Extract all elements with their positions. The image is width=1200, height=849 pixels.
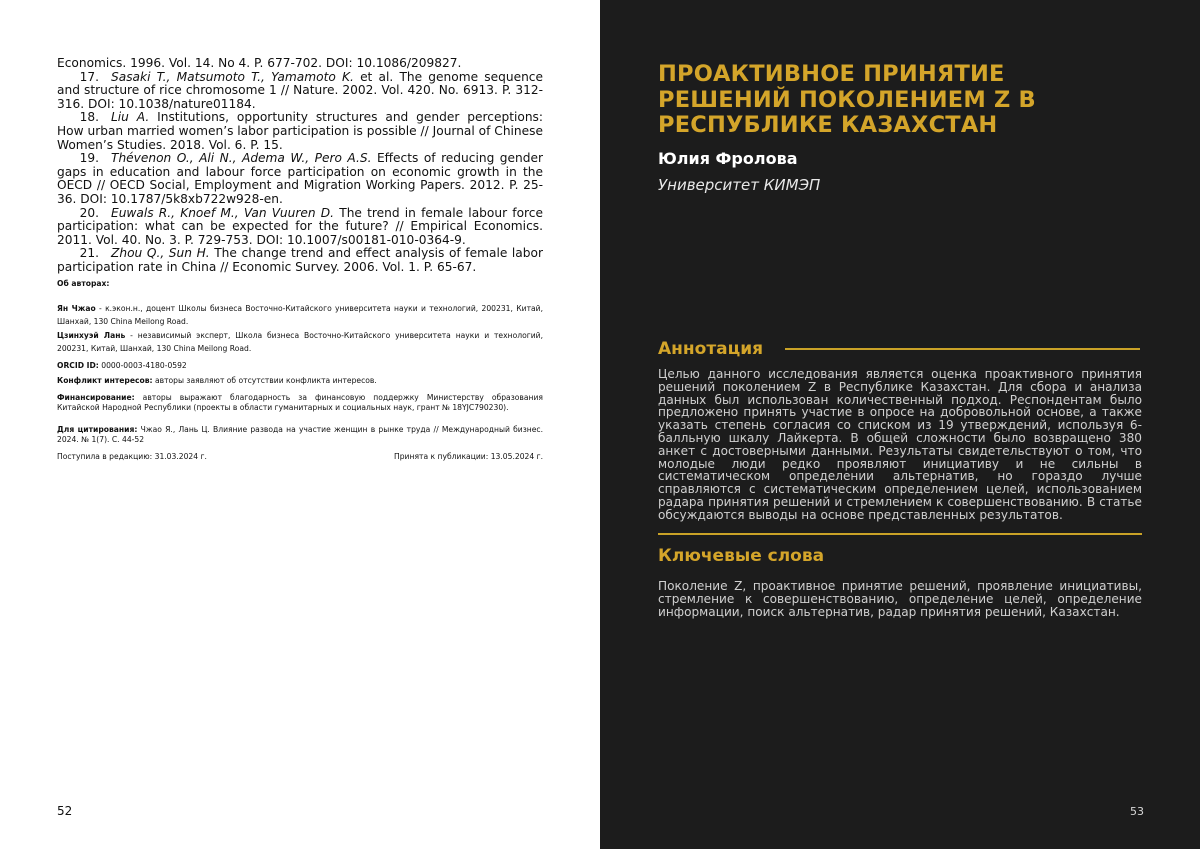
- reference-authors: Sasaki T., Matsumoto T., Yamamoto K.: [111, 69, 354, 84]
- reference-authors: Liu A.: [111, 110, 150, 125]
- reference-number: 20.: [79, 205, 99, 220]
- conflict-info: [57, 374, 543, 387]
- reference-text: The change trend and effect analysis of female labor participation rate in China // Economic Survey. 2006. Vol. 1. P. 65-67.: [57, 246, 543, 274]
- annotation-bottom-divider: [658, 533, 1142, 535]
- reference-item: [57, 207, 543, 248]
- author1-desc: - к.экон.н., доцент Школы бизнеса Восточно-Китайского университета науки и технологий, 200231, Китай, Шанхай, 130 China Meilong Road.: [57, 304, 543, 327]
- about-authors-heading: Об авторах:: [57, 279, 110, 288]
- orcid-value: 0000-0003-4180-0592: [98, 361, 187, 370]
- citation-value: Чжао Я., Лань Ц. Влияние развода на участие женщин в рынке труда // Международный бизнес. 2024. № 1(7). С. 44-52: [57, 425, 543, 444]
- annotation-text: Целью данного исследования является оценка проактивного принятия решений поколением Z в Республике Казахстан. Для сбора и анализа данных был использован количественный подход. Респондентам было предложено принять участие в опросе на добровольной основе, а также указать степень согласия со списком из 19 утверждений, используя 6-балльную шкалу Лайкерта. В общей сложности было возвращено 380 анкет с достоверными данными. Результаты свидетельствуют о том, что молодые люди редко проявляют инициативу и не сильны в систематическом определении альтернатив, но гораздо лучше справляются с систематическим определением целей, использованием радара принятия решений и стремлением к совершенствованию. В статье обсуждаются выводы на основе представленных результатов.: [658, 367, 1142, 522]
- citation-info: [57, 425, 543, 444]
- annotation-heading: Аннотация: [658, 339, 764, 359]
- annotation-divider: [785, 348, 1140, 350]
- article-title: ПРОАКТИВНОЕ ПРИНЯТИЕ РЕШЕНИЙ ПОКОЛЕНИЕМ Z В РЕСПУБЛИКЕ КАЗАХСТАН: [658, 61, 1036, 138]
- reference-item: [57, 71, 543, 112]
- reference-text: Economics. 1996. Vol. 14. No 4. P. 677-702. DOI: 10.1086/209827.: [57, 56, 462, 70]
- orcid-label: ORCID ID:: [57, 361, 99, 370]
- reference-number: 21.: [79, 246, 99, 261]
- author1-name: Ян Чжао: [57, 304, 96, 313]
- article-affiliation: Университет КИМЭП: [658, 176, 821, 194]
- conflict-label: Конфликт интересов:: [57, 376, 153, 385]
- funding-label: Финансирование:: [57, 393, 135, 402]
- page-number-left: 52: [57, 804, 73, 818]
- author2-name: Цзинхуэй Лань: [57, 331, 126, 340]
- reference-item: [57, 57, 543, 71]
- reference-number: 19.: [79, 151, 99, 166]
- conflict-value: авторы заявляют об отсутствии конфликта интересов.: [152, 376, 377, 385]
- orcid-info: [57, 359, 543, 372]
- funding-value: авторы выражают благодарность за финансовую поддержку Министерству образования Китайской Народной Республики (проекты в области гуманитарных и социальных наук, грант № 18YJC790230).: [57, 393, 543, 412]
- author2-desc: - независимый эксперт, Школа бизнеса Восточно-Китайского университета науки и технологий, 200231, Китай, Шанхай, 130 China Meilong Road.: [57, 331, 543, 354]
- author1-info: [57, 302, 543, 329]
- author2-info: [57, 329, 543, 356]
- reference-number: 17.: [79, 69, 99, 84]
- reference-item: [57, 111, 543, 152]
- keywords-heading: Ключевые слова: [658, 546, 825, 566]
- right-page: [600, 0, 1200, 849]
- article-author: Юлия Фролова: [658, 149, 798, 168]
- dates-row: [57, 450, 543, 463]
- reference-text: et al. The genome sequence and structure of rice chromosome 1 // Nature. 2002. Vol. 420. No. 6913. P. 312-316. DOI: 10.1038/nature01184.: [57, 69, 544, 111]
- reference-number: 18.: [79, 110, 99, 125]
- reference-authors: Thévenon O., Ali N., Adema W., Pero A.S.: [111, 151, 372, 166]
- received-date: Поступила в редакцию: 31.03.2024 г.: [57, 452, 207, 461]
- reference-text: The trend in female labour force participation: what can be expected for the future? // Empirical Economics. 2011. Vol. 40. No. 3. P. 729-753. DOI: 10.1007/s00181-010-0364-9.: [57, 205, 543, 247]
- page-number-right: 53: [1130, 805, 1144, 818]
- citation-label: Для цитирования:: [57, 425, 138, 434]
- reference-text: Effects of reducing gender gaps in education and labour force participation on economic growth in the OECD // OECD Social, Employment and Migration Working Papers. 2012. P. 25-36. DOI: 10.1787/5k8xb722w928-en.: [57, 151, 543, 206]
- reference-item: [57, 152, 543, 206]
- accepted-date: Принята к публикации: 13.05.2024 г.: [394, 452, 543, 461]
- keywords-text: Поколение Z, проактивное принятие решений, проявление инициативы, стремление к совершенствованию, определение целей, определение информации, поиск альтернатив, радар принятия решений, Казахстан.: [658, 579, 1142, 619]
- reference-authors: Zhou Q., Sun H.: [111, 246, 210, 261]
- reference-text: Institutions, opportunity structures and gender perceptions: How urban married women’s labor participation is possible // Journal of Chinese Women’s Studies. 2018. Vol. 6. P. 15.: [57, 110, 543, 152]
- reference-authors: Euwals R., Knoef M., Van Vuuren D.: [111, 205, 335, 220]
- reference-item: [57, 247, 543, 274]
- references-list: [57, 57, 543, 275]
- funding-info: [57, 393, 543, 412]
